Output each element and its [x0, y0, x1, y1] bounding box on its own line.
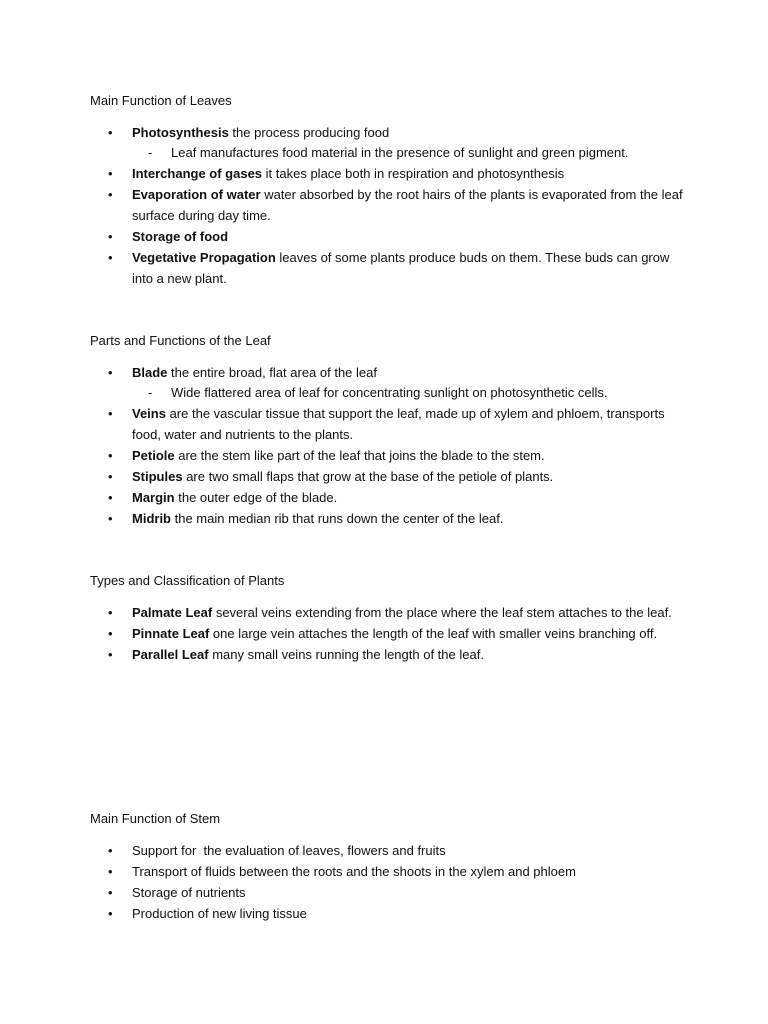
item-text: are two small flaps that grow at the base of the petiole of plants.	[182, 469, 554, 484]
item-term: Veins	[132, 406, 166, 421]
list-item	[90, 861, 690, 882]
section-heading: Main Function of Stem	[90, 811, 221, 826]
item-text: Transport of fluids between the roots and the shoots in the xylem and phloem	[132, 864, 576, 879]
list-item	[90, 226, 690, 247]
bullet-icon: •	[108, 229, 113, 244]
bullet-icon: •	[108, 125, 113, 140]
sub-item	[132, 383, 690, 403]
sub-item-text: Wide flattered area of leaf for concentrating sunlight on photosynthetic cells.	[171, 385, 608, 400]
item-term: Midrib	[132, 511, 171, 526]
bullet-icon: •	[108, 469, 113, 484]
item-term: Palmate Leaf	[132, 605, 213, 620]
item-term: Margin	[132, 490, 175, 505]
bullet-icon: •	[108, 365, 113, 380]
sub-item-text: Leaf manufactures food material in the presence of sunlight and green pigment.	[171, 145, 629, 160]
item-term: Pinnate Leaf	[132, 626, 210, 641]
item-term: Interchange of gases	[132, 166, 263, 181]
list-item	[90, 644, 690, 665]
item-term: Blade	[132, 365, 168, 380]
item-text: the main median rib that runs down the center of the leaf.	[171, 511, 504, 526]
list-item	[90, 184, 690, 226]
item-text: Support for the evaluation of leaves, flowers and fruits	[132, 843, 446, 858]
item-text: the outer edge of the blade.	[174, 490, 338, 505]
bullet-icon: •	[108, 448, 113, 463]
item-text: several veins extending from the place where the leaf stem attaches to the leaf.	[212, 605, 672, 620]
item-text: are the vascular tissue that support the leaf, made up of xylem and phloem, transports food, water and nutrients to the plants.	[132, 406, 665, 442]
list-item	[90, 487, 690, 508]
bullet-list	[90, 362, 690, 529]
list-item	[90, 602, 690, 623]
list-item	[90, 623, 690, 644]
bullet-icon: •	[108, 250, 113, 265]
list-item	[90, 466, 690, 487]
item-term: Parallel Leaf	[132, 647, 209, 662]
list-item	[90, 903, 690, 924]
item-text: leaves of some plants produce buds on them. These buds can grow into a new plant.	[132, 250, 670, 286]
item-term: Evaporation of water	[132, 187, 261, 202]
bullet-icon: •	[108, 864, 113, 879]
item-term: Petiole	[132, 448, 175, 463]
list-item	[90, 403, 690, 445]
item-text: the entire broad, flat area of the leaf	[167, 365, 377, 380]
item-term: Vegetative Propagation	[132, 250, 276, 265]
item-text: water absorbed by the root hairs of the plants is evaporated from the leaf surface during day time.	[132, 187, 683, 223]
sub-item	[132, 143, 690, 163]
item-text: are the stem like part of the leaf that joins the blade to the stem.	[174, 448, 545, 463]
bullet-list	[90, 840, 690, 924]
list-item	[90, 840, 690, 861]
section-leaf-types	[90, 572, 690, 665]
section-heading: Parts and Functions of the Leaf	[90, 333, 271, 348]
bullet-icon: •	[108, 843, 113, 858]
item-text: many small veins running the length of the leaf.	[208, 647, 484, 662]
dash-icon: -	[148, 385, 153, 400]
section-heading: Types and Classification of Plants	[90, 573, 285, 588]
dash-icon: -	[148, 145, 153, 160]
bullet-icon: •	[108, 906, 113, 921]
item-text: one large vein attaches the length of the leaf with smaller veins branching off.	[209, 626, 658, 641]
bullet-icon: •	[108, 647, 113, 662]
item-text: it takes place both in respiration and photosynthesis	[262, 166, 565, 181]
item-term: Storage of food	[132, 229, 229, 244]
list-item	[90, 508, 690, 529]
bullet-list	[90, 122, 690, 289]
bullet-icon: •	[108, 511, 113, 526]
list-item	[90, 445, 690, 466]
bullet-icon: •	[108, 406, 113, 421]
item-term: Stipules	[132, 469, 183, 484]
section-leaf-parts	[90, 332, 690, 529]
bullet-icon: •	[108, 605, 113, 620]
list-item	[90, 247, 690, 289]
item-text: the process producing food	[228, 125, 390, 140]
item-text: Storage of nutrients	[132, 885, 246, 900]
bullet-icon: •	[108, 626, 113, 641]
list-item	[90, 362, 690, 403]
item-text: Production of new living tissue	[132, 906, 307, 921]
list-item	[90, 882, 690, 903]
section-stem-functions	[90, 810, 690, 924]
bullet-icon: •	[108, 166, 113, 181]
bullet-list	[90, 602, 690, 665]
bullet-icon: •	[108, 187, 113, 202]
list-item	[90, 122, 690, 163]
section-heading: Main Function of Leaves	[90, 93, 232, 108]
list-item	[90, 163, 690, 184]
section-leaf-functions	[90, 92, 690, 289]
bullet-icon: •	[108, 885, 113, 900]
item-term: Photosynthesis	[132, 125, 229, 140]
bullet-icon: •	[108, 490, 113, 505]
